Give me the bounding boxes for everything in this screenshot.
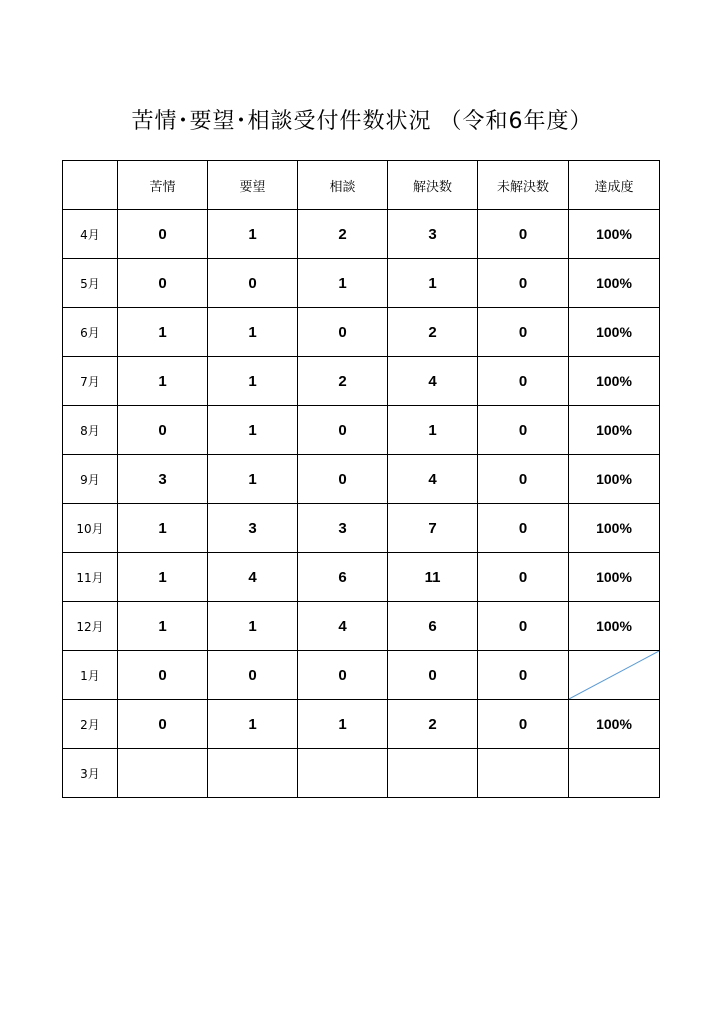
requests-cell: 1: [208, 700, 298, 749]
complaints-cell: 0: [118, 210, 208, 259]
unresolved-cell: 0: [478, 308, 569, 357]
header-corner: [63, 161, 118, 210]
month-cell: 11月: [63, 553, 118, 602]
requests-cell: 4: [208, 553, 298, 602]
page-title: 苦情･要望･相談受付件数状況 （令和6年度）: [131, 109, 593, 134]
requests-cell: 0: [208, 651, 298, 700]
consultations-cell: 0: [298, 308, 388, 357]
table-row: [63, 308, 660, 357]
unresolved-cell: [478, 749, 569, 798]
table-row: [63, 259, 660, 308]
consultations-cell: 0: [298, 406, 388, 455]
resolved-cell: [388, 749, 478, 798]
table-row: [63, 553, 660, 602]
achievement-cell-slashed: [569, 651, 660, 700]
month-cell: 9月: [63, 455, 118, 504]
month-cell: 12月: [63, 602, 118, 651]
complaints-cell: 1: [118, 308, 208, 357]
table-row: [63, 455, 660, 504]
table-row: [63, 357, 660, 406]
achievement-cell: 100%: [569, 406, 660, 455]
month-cell: 2月: [63, 700, 118, 749]
achievement-cell: 100%: [569, 210, 660, 259]
unresolved-cell: 0: [478, 602, 569, 651]
consultations-cell: 0: [298, 455, 388, 504]
resolved-cell: 2: [388, 700, 478, 749]
complaints-cell: 1: [118, 357, 208, 406]
consultations-cell: 6: [298, 553, 388, 602]
achievement-cell: 100%: [569, 553, 660, 602]
requests-cell: 1: [208, 308, 298, 357]
requests-cell: 3: [208, 504, 298, 553]
header-unresolved: 未解決数: [478, 161, 569, 210]
header-consultations: 相談: [298, 161, 388, 210]
complaints-cell: 0: [118, 259, 208, 308]
complaints-cell: 0: [118, 700, 208, 749]
requests-cell: 1: [208, 406, 298, 455]
achievement-cell: 100%: [569, 504, 660, 553]
unresolved-cell: 0: [478, 259, 569, 308]
complaints-cell: 1: [118, 504, 208, 553]
complaints-cell: [118, 749, 208, 798]
resolved-cell: 4: [388, 357, 478, 406]
month-cell: 6月: [63, 308, 118, 357]
month-cell: 4月: [63, 210, 118, 259]
table-row: [63, 406, 660, 455]
resolved-cell: 3: [388, 210, 478, 259]
resolved-cell: 1: [388, 259, 478, 308]
header-complaints: 苦情: [118, 161, 208, 210]
consultations-cell: 2: [298, 357, 388, 406]
unresolved-cell: 0: [478, 651, 569, 700]
requests-cell: 1: [208, 455, 298, 504]
resolved-cell: 7: [388, 504, 478, 553]
requests-cell: 1: [208, 210, 298, 259]
consultations-cell: 2: [298, 210, 388, 259]
table-row: [63, 651, 660, 700]
unresolved-cell: 0: [478, 406, 569, 455]
complaints-cell: 0: [118, 651, 208, 700]
consultations-cell: 1: [298, 259, 388, 308]
requests-cell: 0: [208, 259, 298, 308]
header-achievement: 達成度: [569, 161, 660, 210]
resolved-cell: 6: [388, 602, 478, 651]
achievement-cell: 100%: [569, 455, 660, 504]
table-row: [63, 749, 660, 798]
resolved-cell: 4: [388, 455, 478, 504]
unresolved-cell: 0: [478, 357, 569, 406]
achievement-cell: [569, 749, 660, 798]
complaints-cell: 1: [118, 553, 208, 602]
complaint-stats-table: [62, 160, 660, 798]
unresolved-cell: 0: [478, 455, 569, 504]
month-cell: 10月: [63, 504, 118, 553]
month-cell: 8月: [63, 406, 118, 455]
unresolved-cell: 0: [478, 210, 569, 259]
requests-cell: [208, 749, 298, 798]
month-cell: 1月: [63, 651, 118, 700]
header-row: [63, 161, 660, 210]
resolved-cell: 0: [388, 651, 478, 700]
consultations-cell: 0: [298, 651, 388, 700]
unresolved-cell: 0: [478, 504, 569, 553]
diagonal-slash-line: [569, 651, 659, 699]
requests-cell: 1: [208, 602, 298, 651]
complaints-cell: 1: [118, 602, 208, 651]
consultations-cell: 4: [298, 602, 388, 651]
consultations-cell: [298, 749, 388, 798]
table-row: [63, 504, 660, 553]
consultations-cell: 1: [298, 700, 388, 749]
consultations-cell: 3: [298, 504, 388, 553]
table-row: [63, 210, 660, 259]
header-resolved: 解決数: [388, 161, 478, 210]
complaints-cell: 0: [118, 406, 208, 455]
achievement-cell: 100%: [569, 357, 660, 406]
achievement-cell: 100%: [569, 700, 660, 749]
unresolved-cell: 0: [478, 700, 569, 749]
month-cell: 7月: [63, 357, 118, 406]
resolved-cell: 1: [388, 406, 478, 455]
unresolved-cell: 0: [478, 553, 569, 602]
achievement-cell: 100%: [569, 602, 660, 651]
month-cell: 5月: [63, 259, 118, 308]
achievement-cell: 100%: [569, 259, 660, 308]
requests-cell: 1: [208, 357, 298, 406]
month-cell: 3月: [63, 749, 118, 798]
achievement-cell: 100%: [569, 308, 660, 357]
complaints-cell: 3: [118, 455, 208, 504]
resolved-cell: 2: [388, 308, 478, 357]
resolved-cell: 11: [388, 553, 478, 602]
table-row: [63, 602, 660, 651]
table-row: [63, 700, 660, 749]
header-requests: 要望: [208, 161, 298, 210]
